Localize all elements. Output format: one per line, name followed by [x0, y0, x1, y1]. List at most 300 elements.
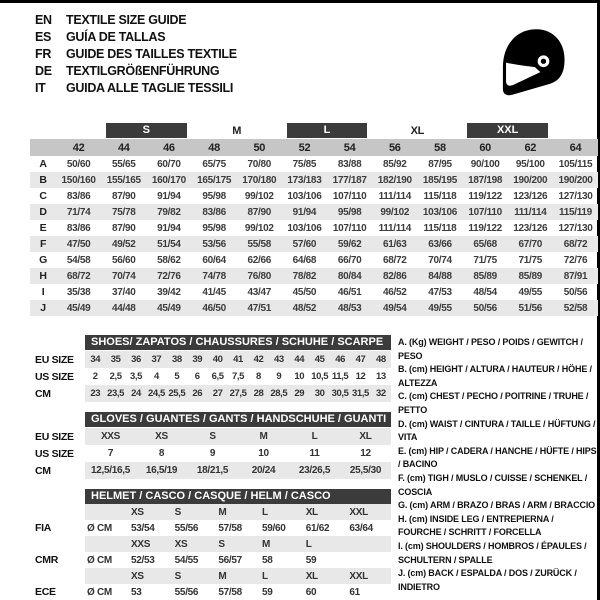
size-label: S [218, 538, 225, 550]
value-cell: 26 [192, 388, 203, 399]
value-cell: 23 [90, 388, 101, 399]
value-cell: 5 [174, 371, 180, 382]
value-cell: 59 [305, 554, 317, 566]
legend-item: G. (cm) ARM / BRAZO / BRAS / ARM / BRACCIO [398, 500, 596, 511]
measure-cell: 76/80 [247, 270, 272, 282]
measure-cell: 47/50 [66, 238, 91, 250]
measure-cell: 50/60 [66, 158, 91, 170]
size-label: M [218, 506, 227, 518]
value-cell: 54/55 [174, 554, 199, 566]
measure-cell: 127/130 [558, 222, 593, 234]
measure-cell: 95/98 [202, 190, 226, 202]
measure-cell: 52/58 [563, 302, 588, 314]
value-cell: 7,5 [232, 371, 245, 382]
value-cell: 41 [233, 354, 243, 365]
value-cell: 55/56 [174, 586, 199, 598]
measure-cell: 150/160 [61, 174, 96, 186]
measure-cell: 103/106 [287, 190, 322, 202]
measure-cell: 53/56 [202, 238, 226, 250]
accessory-tables [35, 334, 391, 600]
measure-cell: 49/55 [428, 302, 452, 314]
lang-code: ES [35, 30, 52, 44]
helmet-sizes-row-ece [35, 568, 391, 584]
size-label: M [262, 538, 271, 550]
shoes-table [35, 334, 391, 402]
measure-cell: 105/115 [558, 158, 593, 170]
value-cell: 61/62 [305, 522, 330, 534]
measure-cell: 39/42 [157, 286, 181, 298]
legend-item: D. (cm) WAIST / CINTURA / TAILLE / HÜFTUNG / VITA [398, 418, 596, 443]
value-cell: 3,5 [130, 371, 143, 382]
value-cell: 59/60 [262, 522, 286, 534]
value-cell: 23/26,5 [298, 465, 331, 476]
measure-cell: 51/56 [518, 302, 543, 314]
subtable-header-row [35, 411, 391, 428]
title-row-fr [35, 46, 237, 63]
measure-cell: 83/86 [66, 190, 91, 202]
value-cell: 23,5 [107, 388, 125, 399]
value-cell: 2 [92, 371, 98, 382]
helmet-values-row-cmr [35, 552, 391, 568]
size-label: L [262, 506, 268, 518]
measure-cell: 44/48 [111, 302, 136, 314]
legend-item: C. (cm) CHEST / PECHO / POITRINE / TRUHE / PETTO [398, 391, 589, 415]
measure-cell: 68/72 [383, 254, 407, 266]
helmet-values-row-ece [35, 584, 391, 600]
value-cell: 45 [314, 354, 325, 365]
row-label: CM [35, 464, 51, 477]
lang-title: GUIDA ALLE TAGLIE TESSILI [66, 81, 234, 95]
measure-cell: 75/78 [111, 206, 136, 218]
value-cell: 53 [131, 586, 142, 598]
unit-label: Ø CM [87, 522, 112, 534]
size-label: L [262, 570, 268, 582]
value-cell: 63/64 [349, 522, 373, 534]
title-row-it [35, 80, 237, 97]
value-cell: 57/58 [218, 522, 242, 534]
measure-cell: 170/180 [242, 174, 277, 186]
value-cell: 59 [262, 586, 273, 598]
measure-cell: 55/58 [247, 238, 272, 250]
value-cell: 27,5 [229, 388, 247, 399]
value-cell: 11,5 [331, 371, 349, 382]
row-cells [85, 536, 391, 552]
value-cell: 10,5 [311, 371, 329, 382]
top-border-line [0, 0, 600, 3]
value-cell: 9 [209, 448, 216, 459]
value-cell: 44 [294, 354, 305, 365]
value-cell: 40 [212, 354, 223, 365]
subtable-title: GLOVES / GUANTES / GANTS / HANDSCHUHE / GUANTI [85, 412, 391, 427]
measure-cell: 87/90 [247, 206, 272, 218]
helmet-sizes-row-fia [35, 504, 391, 520]
row-label: CM [35, 387, 51, 400]
measure-cell: 48/52 [292, 302, 317, 314]
title-language-list [35, 12, 237, 97]
measure-cell: 107/110 [468, 206, 502, 218]
value-cell: 31,5 [352, 388, 369, 399]
value-cell: 8 [158, 448, 165, 459]
value-cell: 53/54 [131, 522, 155, 534]
measure-cell: 83/86 [66, 222, 91, 234]
size-group-xxl [462, 123, 552, 138]
measure-cell: 90/100 [470, 158, 500, 170]
measure-cell: 63/66 [428, 238, 452, 250]
measure-cell: 55/65 [111, 158, 136, 170]
size-group-label: S [106, 123, 186, 138]
row-label: EU SIZE [35, 430, 74, 443]
measure-cell: 48/54 [473, 286, 497, 298]
value-cell: 61 [349, 586, 360, 598]
measure-cell: 54/58 [66, 254, 91, 266]
helmet-icon [492, 16, 570, 108]
subtable-header-row [35, 334, 391, 351]
value-cell: 38 [171, 354, 182, 365]
value-cell: 58 [262, 554, 273, 566]
subtable-row-us-size [35, 368, 391, 385]
value-cell: 42 [253, 354, 264, 365]
measure-cell: 59/62 [337, 238, 362, 250]
value-cell: 60 [305, 586, 317, 598]
value-cell: 47 [355, 354, 366, 365]
value-cell: 8 [256, 371, 261, 382]
lang-title: GUÍA DE TALLAS [66, 30, 166, 44]
measure-cell: 187/198 [468, 174, 503, 186]
title-row-de [35, 63, 237, 80]
measure-cell: 177/187 [332, 174, 367, 186]
size-label: XXS [131, 538, 151, 550]
value-cell: 32 [376, 388, 386, 399]
value-cell: 30 [314, 388, 325, 399]
value-cell: 4 [153, 371, 159, 382]
size-group-label: XXL [467, 123, 547, 138]
measure-cell: 71/75 [473, 254, 497, 266]
value-cell: 35 [110, 354, 121, 365]
row-cells [85, 504, 391, 520]
lang-title: TEXTILGRÖßENFÜHRUNG [66, 64, 220, 78]
measure-cell: 99/102 [244, 222, 274, 234]
measure-cell: 115/119 [559, 206, 592, 218]
size-group-m [192, 125, 282, 137]
value-cell: 20/24 [251, 465, 276, 476]
size-group-xl [372, 125, 462, 137]
size-number: 48 [208, 141, 220, 154]
value-cell: 12,5/16,5 [90, 465, 130, 476]
row-label: C [39, 190, 47, 202]
value-cell: 46 [335, 354, 345, 365]
measure-cell: 60/70 [157, 158, 181, 170]
size-group-s [101, 123, 191, 138]
row-cells [85, 445, 391, 462]
title-row-es [35, 29, 237, 46]
subtable-row-cm [35, 462, 391, 479]
helmet-table [35, 488, 391, 600]
size-group-label: M [232, 124, 242, 137]
value-cell: 24,5 [147, 388, 165, 399]
value-cell: 18/21,5 [196, 465, 229, 476]
row-cells [85, 368, 391, 385]
value-cell: 12 [355, 371, 366, 382]
measure-cell: 111/114 [378, 190, 411, 202]
measure-cell: 87/90 [111, 222, 136, 234]
row-label: F [39, 238, 47, 250]
measure-cell: 82/86 [383, 270, 407, 282]
measure-cell: 43/47 [247, 286, 272, 298]
value-cell: 55/56 [174, 522, 199, 534]
measure-cell: 75/85 [292, 158, 317, 170]
value-cell: 34 [90, 354, 101, 365]
subtable-row-cm [35, 385, 391, 402]
measure-cell: 65/68 [473, 238, 497, 250]
measure-cell: 91/94 [157, 190, 181, 202]
measure-cell: 83/86 [202, 206, 226, 218]
measure-cell: 79/82 [157, 206, 181, 218]
row-cells [85, 428, 391, 445]
lang-code: EN [35, 13, 52, 27]
size-number: 42 [72, 141, 85, 154]
lang-code: DE [35, 64, 52, 78]
measure-cell: 84/88 [428, 270, 452, 282]
size-label: XS [131, 570, 144, 582]
value-cell: 36 [131, 354, 141, 365]
legend-item: J. (cm) BACK / ESPALDA / DOS / ZURÜCK / INDIETRO [398, 568, 577, 592]
measure-cell: 60/64 [202, 254, 226, 266]
value-cell: 28,5 [270, 388, 288, 399]
subtable-title: HELMET / CASCO / CASQUE / HELM / CASCO [85, 489, 391, 504]
size-label: L [305, 538, 312, 550]
size-label: S [174, 570, 182, 582]
measure-cell: 70/74 [428, 254, 452, 266]
unit-label: Ø CM [87, 586, 112, 598]
measure-cell: 62/66 [247, 254, 272, 266]
measure-cell: 50/56 [473, 302, 497, 314]
measure-cell: 119/122 [468, 190, 502, 202]
size-group-label: L [287, 123, 367, 138]
row-label: J [40, 302, 46, 314]
size-number-row [30, 139, 598, 156]
value-cell: XL [359, 431, 372, 442]
value-cell: S [209, 431, 216, 442]
measure-cell: 190/200 [558, 174, 593, 186]
standard-label: FIA [35, 522, 52, 534]
measure-cell: 95/98 [202, 222, 226, 234]
size-number: 52 [298, 141, 311, 154]
value-cell: XXS [100, 431, 121, 442]
measure-cell: 99/102 [380, 206, 410, 218]
subtable-row-us-size [35, 445, 391, 462]
row-label: E [39, 222, 47, 234]
measure-cell: 57/60 [292, 238, 317, 250]
measure-row-H [30, 268, 598, 284]
measure-cell: 87/90 [111, 190, 136, 202]
measure-cell: 99/102 [244, 190, 274, 202]
measure-cell: 49/54 [383, 302, 407, 314]
size-label: XXL [349, 506, 368, 518]
value-cell: 2,5 [109, 371, 122, 382]
size-label: S [174, 506, 182, 518]
subtable-row-eu-size [35, 351, 391, 368]
measure-cell: 47/53 [428, 286, 452, 298]
measure-cell: 68/72 [563, 238, 588, 250]
measure-cell: 68/72 [66, 270, 91, 282]
measure-cell: 66/70 [337, 254, 362, 266]
value-cell: 10 [294, 371, 305, 382]
measure-cell: 165/175 [197, 174, 232, 186]
value-cell: 48 [376, 354, 386, 365]
measure-cell: 49/55 [518, 286, 543, 298]
value-cell: 6,5 [211, 371, 224, 382]
measure-cell: 37/40 [111, 286, 136, 298]
measure-cell: 182/190 [377, 174, 412, 186]
measure-row-B [30, 172, 598, 188]
measure-cell: 190/200 [513, 174, 548, 186]
measure-cell: 115/118 [423, 222, 457, 234]
measure-cell: 45/49 [66, 302, 91, 314]
measure-cell: 72/76 [157, 270, 181, 282]
measure-cell: 123/126 [513, 222, 548, 234]
measure-row-A [30, 156, 598, 172]
value-cell: 9 [276, 371, 282, 382]
measurement-legend [398, 336, 598, 594]
measure-cell: 127/130 [558, 190, 593, 202]
value-cell: 29 [294, 388, 305, 399]
size-number: 46 [163, 141, 175, 154]
measure-cell: 123/126 [513, 190, 548, 202]
measure-cell: 91/94 [292, 206, 317, 218]
row-label: US SIZE [35, 447, 74, 460]
row-cells [85, 584, 391, 600]
measure-cell: 51/54 [157, 238, 181, 250]
measure-cell: 91/94 [157, 222, 181, 234]
measure-cell: 46/50 [202, 302, 226, 314]
measure-cell: 80/84 [337, 270, 362, 282]
measure-cell: 56/60 [111, 254, 136, 266]
legend-item: A. (Kg) WEIGHT / PESO / POIDS / GEWITCH / PESO [398, 337, 583, 361]
measure-cell: 95/98 [337, 206, 362, 218]
row-cells [85, 520, 391, 536]
measure-cell: 85/92 [383, 158, 407, 170]
lang-title: TEXTILE SIZE GUIDE [66, 13, 187, 27]
measure-cell: 49/52 [111, 238, 136, 250]
measure-cell: 185/195 [422, 174, 457, 186]
measure-row-J [30, 300, 598, 316]
measure-cell: 61/63 [383, 238, 407, 250]
measure-cell: 85/89 [518, 270, 543, 282]
subtable-title: SHOES/ ZAPATOS / CHAUSSURES / SCHUHE / SCARPE [85, 335, 391, 350]
standard-label: ECE [35, 586, 56, 598]
size-label: XS [174, 538, 188, 550]
legend-item: B. (cm) HEIGHT / ALTURA / HAUTEUR / HÖHE / ALTEZZA [398, 364, 592, 388]
value-cell: 27 [212, 388, 223, 399]
measure-cell: 119/122 [468, 222, 502, 234]
row-cells [85, 568, 391, 584]
measure-cell: 41/45 [202, 286, 226, 298]
measure-cell: 160/170 [151, 174, 186, 186]
size-number: 56 [388, 141, 401, 154]
measure-row-C [30, 188, 598, 204]
subtable-header-row [35, 488, 391, 504]
unit-label: Ø CM [87, 554, 112, 566]
measure-cell: 35/38 [66, 286, 91, 298]
legend-item: F. (cm) TIGH / MUSLO / CUISSE / SCHENKEL / COSCIA [398, 472, 588, 497]
measure-cell: 71/74 [66, 206, 91, 218]
measure-cell: 83/88 [337, 158, 362, 170]
measure-cell: 173/183 [287, 174, 322, 186]
value-cell: 37 [151, 354, 162, 365]
size-label: XS [131, 506, 144, 518]
value-cell: 56/57 [218, 554, 242, 566]
row-label: B [39, 174, 47, 186]
row-cells [85, 385, 391, 402]
size-label: M [218, 570, 227, 582]
value-cell: 6 [194, 371, 200, 382]
measure-cell: 103/106 [287, 222, 322, 234]
measure-cell: 111/114 [514, 206, 547, 218]
size-number: 54 [343, 141, 356, 154]
measure-cell: 107/110 [332, 222, 367, 234]
measure-cell: 107/110 [332, 190, 367, 202]
size-number: 60 [479, 141, 491, 154]
measure-cell: 65/75 [202, 158, 226, 170]
value-cell: 7 [107, 448, 114, 459]
measure-row-I [30, 284, 598, 300]
measure-cell: 45/50 [292, 286, 317, 298]
measure-cell: 67/70 [518, 238, 543, 250]
value-cell: 43 [273, 354, 284, 365]
measure-cell: 78/82 [292, 270, 317, 282]
value-cell: 28 [253, 388, 264, 399]
measure-row-F [30, 236, 598, 252]
value-cell: L [311, 431, 318, 442]
lang-code: IT [35, 81, 46, 95]
legend-item: I. (cm) SHOULDERS / HOMBROS / ÉPAULES / SCHULTERN / SPALLE [398, 540, 587, 565]
size-number: 44 [117, 141, 130, 154]
measure-cell: 70/74 [111, 270, 136, 282]
measure-cell: 111/114 [378, 222, 411, 234]
value-cell: XS [155, 431, 168, 442]
value-cell: 39 [192, 354, 203, 365]
measure-cell: 48/53 [337, 302, 362, 314]
row-label: I [41, 286, 45, 298]
row-label: H [39, 270, 47, 282]
measure-cell: 50/56 [563, 286, 588, 298]
row-label: G [39, 254, 47, 266]
size-group-label: XL [410, 124, 425, 137]
measure-cell: 47/51 [247, 302, 272, 314]
measure-row-E [30, 220, 598, 236]
row-cells [85, 552, 391, 568]
measure-cell: 95/100 [515, 158, 545, 170]
measure-cell: 70/80 [247, 158, 272, 170]
value-cell: 10 [258, 448, 269, 459]
measure-cell: 45/49 [157, 302, 181, 314]
value-cell: 30,5 [331, 388, 349, 399]
legend-item: E. (cm) HIP / CADERA / HANCHE / HÜFTE / HIPS / BACINO [398, 445, 597, 470]
size-group-l [282, 123, 372, 138]
value-cell: 24 [131, 388, 141, 399]
measure-cell: 58/62 [157, 254, 181, 266]
size-label: XXL [349, 570, 368, 582]
subtable-row-eu-size [35, 428, 391, 445]
helmet-values-row-fia [35, 520, 391, 536]
measure-cell: 46/51 [337, 286, 362, 298]
size-group-row [30, 122, 598, 139]
standard-label: CMR [35, 554, 59, 566]
measure-cell: 46/52 [383, 286, 407, 298]
value-cell: 52/53 [131, 554, 155, 566]
measure-cell: 115/118 [423, 190, 457, 202]
row-cells [85, 462, 391, 479]
